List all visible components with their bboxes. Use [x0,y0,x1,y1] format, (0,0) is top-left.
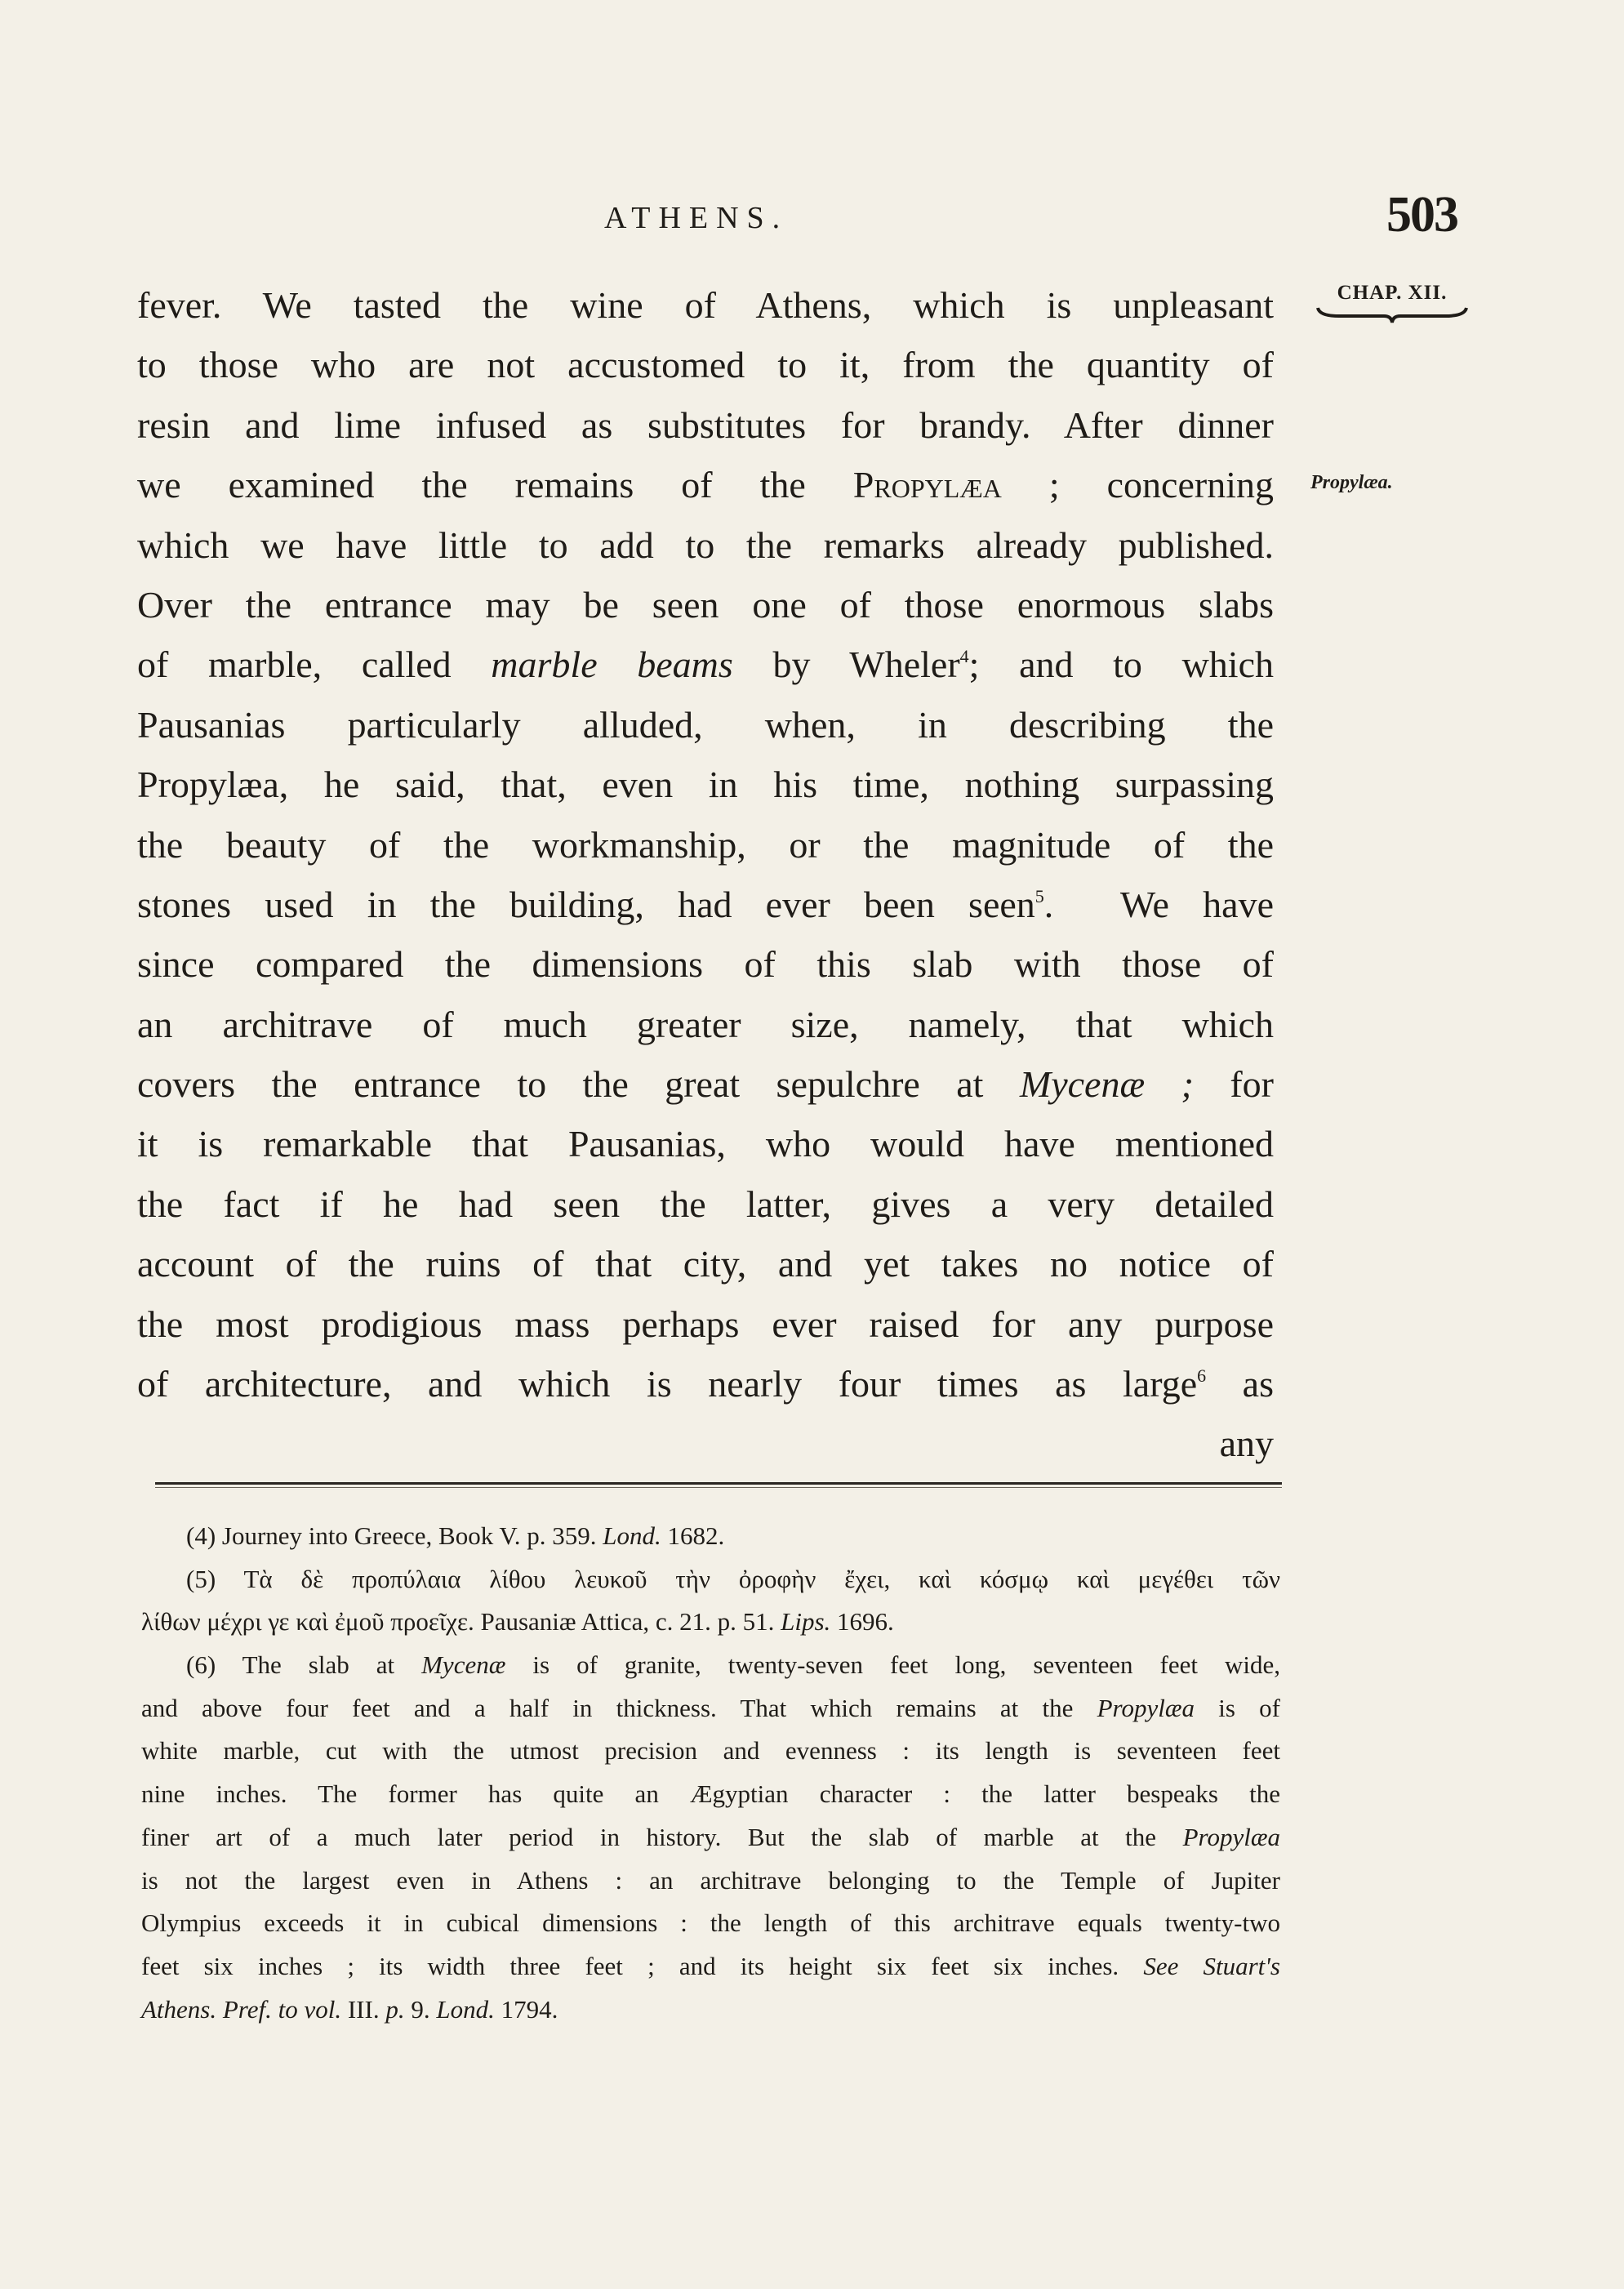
text-run: by Wheler [732,644,960,686]
text-run: λίθων μέχρι γε καὶ ἐμοῦ προεῖχε. Pausaniæ Attica, c. 21. p. 51. [141,1607,781,1637]
text-line [137,1054,1274,1114]
chapter-marginal-note [1315,282,1470,324]
text-line: fever. We tasted the wine of Athens, which is unpleasant [137,284,1274,326]
text-run: is of [1195,1693,1280,1722]
footnote-line: white marble, cut with the utmost precision and evenness : its length is seventeen feet [141,1736,1280,1766]
text-run: as [1206,1363,1274,1405]
text-line: resin and lime infused as substitutes for brandy. After dinner [137,403,1274,446]
italic-term: Propylæa [1097,1693,1195,1722]
text-run: ; concerning [1001,464,1274,506]
text-line: the beauty of the workmanship, or the magnitude of the [137,823,1274,866]
small-caps-term: Propylæa [852,464,1002,506]
italic-term: Lips. [781,1607,831,1637]
italic-term: Mycenæ [421,1650,506,1680]
text-run: 1682. [661,1521,725,1550]
text-run: covers the entrance to the great sepulchre at [137,1063,1020,1106]
text-line [137,1354,1274,1414]
footnote-line: nine inches. The former has quite an Ægyptian character : the latter bespeaks the [141,1779,1280,1809]
text-run: feet six inches ; its width three feet ; and its height six feet six inches. [141,1951,1144,1980]
text-line: it is remarkable that Pausanias, who would have mentioned [137,1123,1274,1165]
text-line: since compared the dimensions of this slab with those of [137,943,1274,986]
text-line [137,635,1274,694]
text-run: stones used in the building, had ever been seen [137,883,1035,925]
italic-term: See Stuart's [1143,1951,1280,1980]
footnote-ref: 4 [959,646,969,667]
chapter-label: CHAP. XII. [1337,282,1448,304]
text-run: 1794. [494,1994,558,2024]
text-run: III. [341,1994,386,2024]
footnote-line: (5) Τὰ δὲ προπύλαια λίθου λευκοῦ τὴν ὀροφὴν ἔχει, καὶ κόσμῳ καὶ μεγέθει τῶν [186,1564,1280,1593]
text-line [137,455,1274,514]
text-line: the most prodigious mass perhaps ever raised for any purpose [137,1303,1274,1345]
text-run: (6) The slab at [186,1650,422,1680]
text-line: Pausanias particularly alluded, when, in describing the [137,703,1274,746]
footnote-line [141,1601,1280,1644]
text-line: which we have little to add to the remarks already published. [137,523,1274,566]
italic-term: p. [385,1994,405,2024]
footnote-line [141,1945,1280,1988]
text-line: Over the entrance may be seen one of those enormous slabs [137,583,1274,626]
italic-term: Propylæa [1182,1822,1280,1851]
text-run: for [1193,1063,1274,1106]
text-run: and above four feet and a half in thickness. That which remains at the [141,1693,1097,1722]
text-line: account of the ruins of that city, and yet takes no notice of [137,1243,1274,1285]
text-run: of marble, called [137,644,492,686]
running-head: ATHENS. [604,201,789,235]
text-line: to those who are not accustomed to it, from the quantity of [137,344,1274,386]
text-run: 1696. [830,1607,894,1637]
page-number: 503 [1386,187,1457,243]
italic-term: Lond. [603,1521,661,1550]
text-run: ; and to which [968,644,1274,686]
marginal-note-propylaea: Propylæa. [1310,472,1393,493]
footnotes [141,1515,1280,2031]
text-run: 9. [404,1994,437,2024]
italic-term: marble beams [491,644,733,686]
italic-term: Mycenæ ; [1019,1063,1194,1106]
footnote-line: Olympius exceeds it in cubical dimensions : the length of this architrave equals twenty-two [141,1908,1280,1938]
brace-icon [1315,306,1470,324]
text-line: Propylæa, he said, that, even in his time, nothing surpassing [137,764,1274,806]
text-line: the fact if he had seen the latter, gives a very detailed [137,1182,1274,1225]
footnote-line [141,1644,1280,1687]
text-run: we examined the remains of the [137,464,853,506]
footnote-ref: 5 [1034,885,1044,906]
footnote-line [141,1515,1280,1558]
italic-term: Athens. Pref. to vol. [141,1994,342,2024]
text-run: of architecture, and which is nearly four times as large [137,1363,1198,1405]
footnote-line [141,1687,1280,1730]
text-run: (4) Journey into Greece, Book V. p. 359. [186,1521,603,1550]
footnote-line [141,1816,1280,1859]
footnote-ref: 6 [1197,1365,1207,1387]
text-line [137,875,1274,934]
italic-term: Lond. [436,1994,495,2024]
main-text [137,275,1274,1474]
footnote-line [141,1988,1280,2032]
footnote-rule-thin [155,1487,1282,1488]
text-line: an architrave of much greater size, namely, that which [137,1003,1274,1045]
text-run: is of granite, twenty-seven feet long, seventeen feet wide, [505,1650,1281,1680]
text-run: . We have [1043,883,1274,925]
catchword: any [1219,1423,1274,1465]
text-run: finer art of a much later period in history. But the slab of marble at the [141,1822,1183,1851]
footnote-line: is not the largest even in Athens : an architrave belonging to the Temple of Jupiter [141,1865,1280,1895]
footnote-rule [155,1482,1282,1485]
